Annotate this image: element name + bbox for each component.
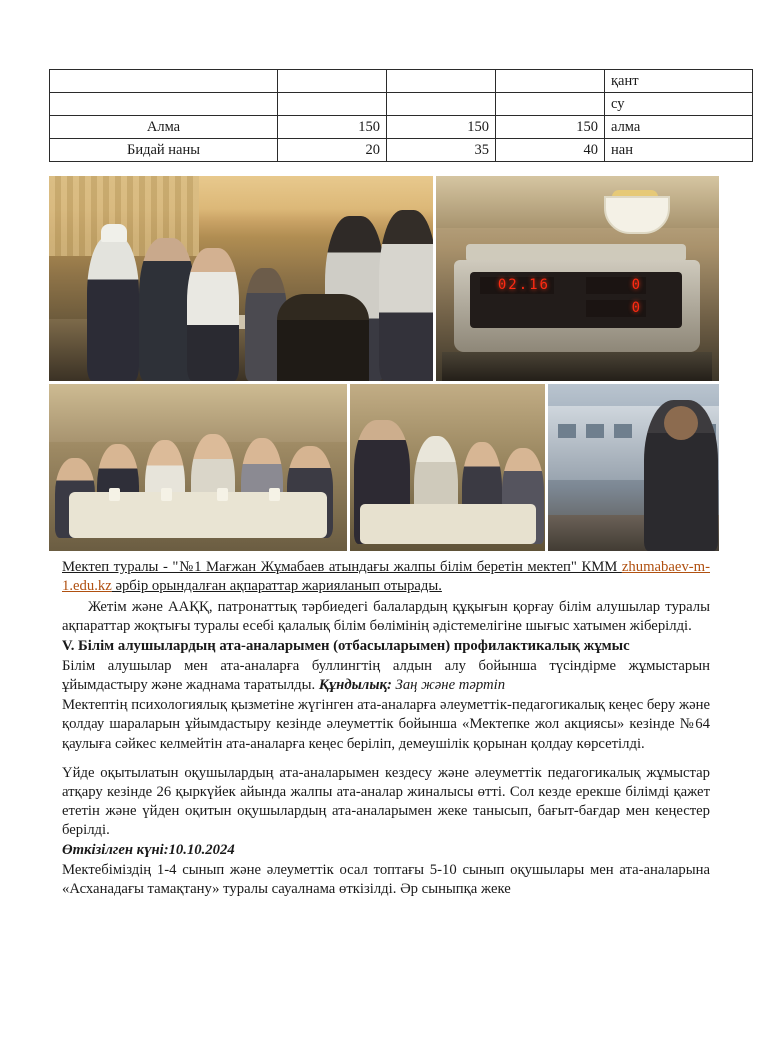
cell-value: 40	[496, 139, 605, 162]
cell-name	[50, 93, 278, 116]
paragraph-psychological-service: Мектептің психологиялық қызметіне жүгінген ата-аналарға әлеуметтік-педагогикалық кеңес беру және қолдау шараларын ұйымдастыру кезінде әлеуметтік бойынша «Мектепке жол акциясы» кезінде №64 қаулыға сәйкес келмейтін ата-аналарға кеңес беріліп, демеушілік қорынан қолдау көрсетілді.	[62, 697, 710, 752]
paragraph-school-info	[62, 558, 710, 597]
cell-value	[278, 70, 387, 93]
photo-person-foreground	[277, 294, 369, 381]
document-body	[62, 558, 710, 900]
school-info-text-part2: әрбір орындалған ақпараттар жарияланып отырады.	[111, 578, 442, 595]
photo-chef-hat	[101, 224, 127, 242]
scale-display-total: 0	[586, 300, 646, 317]
photo-table	[360, 504, 536, 544]
photo-scale-base	[442, 352, 712, 381]
photo-shelf	[436, 176, 719, 228]
paragraph-home-schooling-meeting: Үйде оқытылатын оқушылардың ата-аналарымен кездесу және әлеуметтік педагогикалық жұмыстар атқару кезінде 26 қыркүйек айында жалпы ата-аналар жиналысы өтті. Сол кезде ерекше білімді қажет ететін және үйден оқитын оқушылардың ата-аналарымен жеке танысып, бағыт-бағдар мен кеңестер берілді.	[62, 764, 710, 839]
photo-window	[614, 424, 632, 438]
photo-collage	[49, 176, 719, 551]
photo-cup	[217, 488, 228, 501]
cell-last: алма	[605, 116, 753, 139]
table-row	[50, 116, 753, 139]
cell-value	[496, 93, 605, 116]
photo-cup	[109, 488, 120, 501]
cell-value: 150	[278, 116, 387, 139]
photo-cup	[161, 488, 172, 501]
cell-last: қант	[605, 70, 753, 93]
cell-value	[387, 70, 496, 93]
scale-display-weight: 02.16	[480, 277, 554, 294]
photo-person-server-b	[379, 210, 433, 381]
canteen-serving-line-photo	[49, 176, 433, 381]
table-row	[50, 93, 753, 116]
table-row	[50, 70, 753, 93]
school-info-text-part1: Мектеп туралы - "№1 Мағжан Жұмабаев атындағы жалпы білім беретін мектеп" КММ	[62, 559, 622, 575]
nutrition-table	[49, 69, 753, 162]
cell-name: Бидай наны	[50, 139, 278, 162]
cell-last: су	[605, 93, 753, 116]
scale-display-price: 0	[586, 277, 646, 294]
cell-last: нан	[605, 139, 753, 162]
cell-value: 20	[278, 139, 387, 162]
outdoor-photo	[548, 384, 719, 551]
section-heading-v: V. Білім алушылардың ата-аналарымен (отбасыларымен) профилактикалық жұмыс	[62, 638, 630, 655]
cell-value: 150	[387, 116, 496, 139]
photo-window	[586, 424, 604, 438]
adult-serving-children-photo	[350, 384, 545, 551]
photo-cup	[269, 488, 280, 501]
cell-name: Алма	[50, 116, 278, 139]
paragraph-orphans-report: Жетім және ААҚҚ, патронаттық тәрбиедегі балалардың құқығын қорғау білім алушылар туралы ақпараттар жоқтығы туралы есебі қалалық білім бөлімінің әдістемелігіне шығыс хатымен жіберілді.	[62, 598, 710, 634]
table-row	[50, 139, 753, 162]
paragraph-bullying-prevention	[62, 657, 710, 695]
event-date-label: Өткізілген күні:10.10.2024	[62, 842, 235, 859]
cell-value: 150	[496, 116, 605, 139]
children-eating-photo	[49, 384, 347, 551]
paragraph-spacer	[62, 755, 710, 764]
photo-window	[558, 424, 576, 438]
cell-name	[50, 70, 278, 93]
value-label: Құндылық:	[318, 677, 392, 694]
photo-person-face	[664, 406, 698, 440]
paragraph-survey: Мектебіміздің 1-4 сынып және әлеуметтік осал топтағы 5-10 сынып оқушылары мен ата-аналарына «Асханадағы тамақтану» туралы сауалнама өткізілді. Әр сыныпқа жеке	[62, 862, 710, 898]
cell-value	[278, 93, 387, 116]
bullying-text: Білім алушылар мен ата-аналарға буллингтің алдын алу бойынша түсіндірме жұмыстарын ұйымдастыру және жаднама таратылды.	[62, 658, 710, 694]
cell-value	[496, 70, 605, 93]
cell-value	[387, 93, 496, 116]
photo-person-girl	[187, 248, 239, 381]
photo-wall	[49, 384, 347, 442]
photo-bowl	[604, 196, 670, 234]
photo-table	[69, 492, 327, 538]
kitchen-scale-photo	[436, 176, 719, 381]
cell-value: 35	[387, 139, 496, 162]
photo-person-chef	[87, 236, 139, 381]
value-text: Заң және тәртіп	[391, 677, 506, 694]
school-website-link[interactable]: zhumabaev-m-1.edu.kz	[62, 559, 710, 595]
